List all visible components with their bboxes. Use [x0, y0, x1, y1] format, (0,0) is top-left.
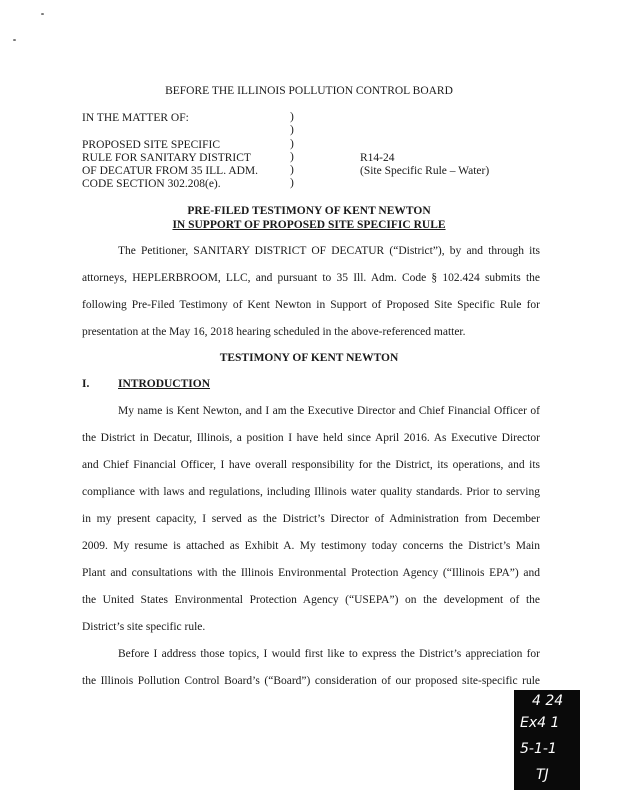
testimony-line: District’s site specific rule. — [82, 621, 206, 633]
testimony-line: 2009. My resume is attached as Exhibit A. My testimony today concerns the District’s Main — [82, 540, 540, 552]
proposal-line: RULE FOR SANITARY DISTRICT — [82, 152, 251, 164]
proposal-line: OF DECATUR FROM 35 ILL. ADM. — [82, 165, 259, 177]
caption-paren: ) — [290, 138, 294, 150]
intro-line: presentation at the May 16, 2018 hearing scheduled in the above-referenced matter. — [82, 326, 466, 338]
scan-speck — [41, 13, 44, 15]
testimony-line: Before I address those topics, I would first like to express the District’s appreciation for — [118, 648, 540, 660]
proposal-line: CODE SECTION 302.208(e). — [82, 178, 221, 190]
testimony-line: the United States Environmental Protection Agency (“USEPA”) on the development of the — [82, 594, 540, 606]
testimony-line: in my present capacity, I served as the District’s Director of Administration from December — [82, 513, 540, 525]
testimony-line: the Illinois Pollution Control Board’s (“Board”) consideration of our proposed site-specific rule — [82, 675, 540, 687]
testimony-heading: TESTIMONY OF KENT NEWTON — [219, 352, 399, 364]
section-number: I. — [82, 378, 90, 390]
intro-line: attorneys, HEPLERBROOM, LLC, and pursuant to 35 Ill. Adm. Code § 102.424 submits the — [82, 272, 540, 284]
stamp-line: 5-1-1 — [520, 741, 557, 757]
stamp-line: 4 24 — [532, 693, 564, 709]
caption-paren: ) — [290, 164, 294, 176]
intro-line: following Pre-Filed Testimony of Kent Newton in Support of Proposed Site Specific Rule for — [82, 299, 540, 311]
proposal-line: PROPOSED SITE SPECIFIC — [82, 139, 221, 151]
testimony-title: PRE-FILED TESTIMONY OF KENT NEWTON — [187, 205, 431, 217]
board-header: BEFORE THE ILLINOIS POLLUTION CONTROL BOARD — [165, 85, 453, 97]
section-title: INTRODUCTION — [118, 378, 211, 390]
caption-paren: ) — [290, 111, 294, 123]
testimony-line: compliance with laws and regulations, including Illinois water quality standards. Prior to serving — [82, 486, 540, 498]
testimony-line: Plant and consultations with the Illinois Environmental Protection Agency (“Illinois EPA”) and — [82, 567, 540, 579]
testimony-subtitle: IN SUPPORT OF PROPOSED SITE SPECIFIC RULE — [172, 219, 446, 231]
caption-paren: ) — [290, 151, 294, 163]
testimony-line: the District in Decatur, Illinois, a position I have held since April 2016. As Executive Director — [82, 432, 540, 444]
intro-line: The Petitioner, SANITARY DISTRICT OF DECATUR (“District”), by and through its — [118, 245, 540, 257]
scan-speck — [13, 39, 16, 41]
stamp-line: TJ — [536, 767, 549, 783]
stamp-line: Ex4 1 — [520, 715, 560, 731]
caption-paren: ) — [290, 124, 294, 136]
exhibit-stamp — [514, 690, 580, 790]
matter-label: IN THE MATTER OF: — [82, 112, 189, 124]
docket-type: (Site Specific Rule – Water) — [360, 165, 490, 177]
docket-number: R14-24 — [360, 152, 395, 164]
testimony-line: My name is Kent Newton, and I am the Executive Director and Chief Financial Officer of — [118, 405, 540, 417]
caption-paren: ) — [290, 177, 294, 189]
testimony-line: and Chief Financial Officer, I have overall responsibility for the District, its operations, and its — [82, 459, 540, 471]
